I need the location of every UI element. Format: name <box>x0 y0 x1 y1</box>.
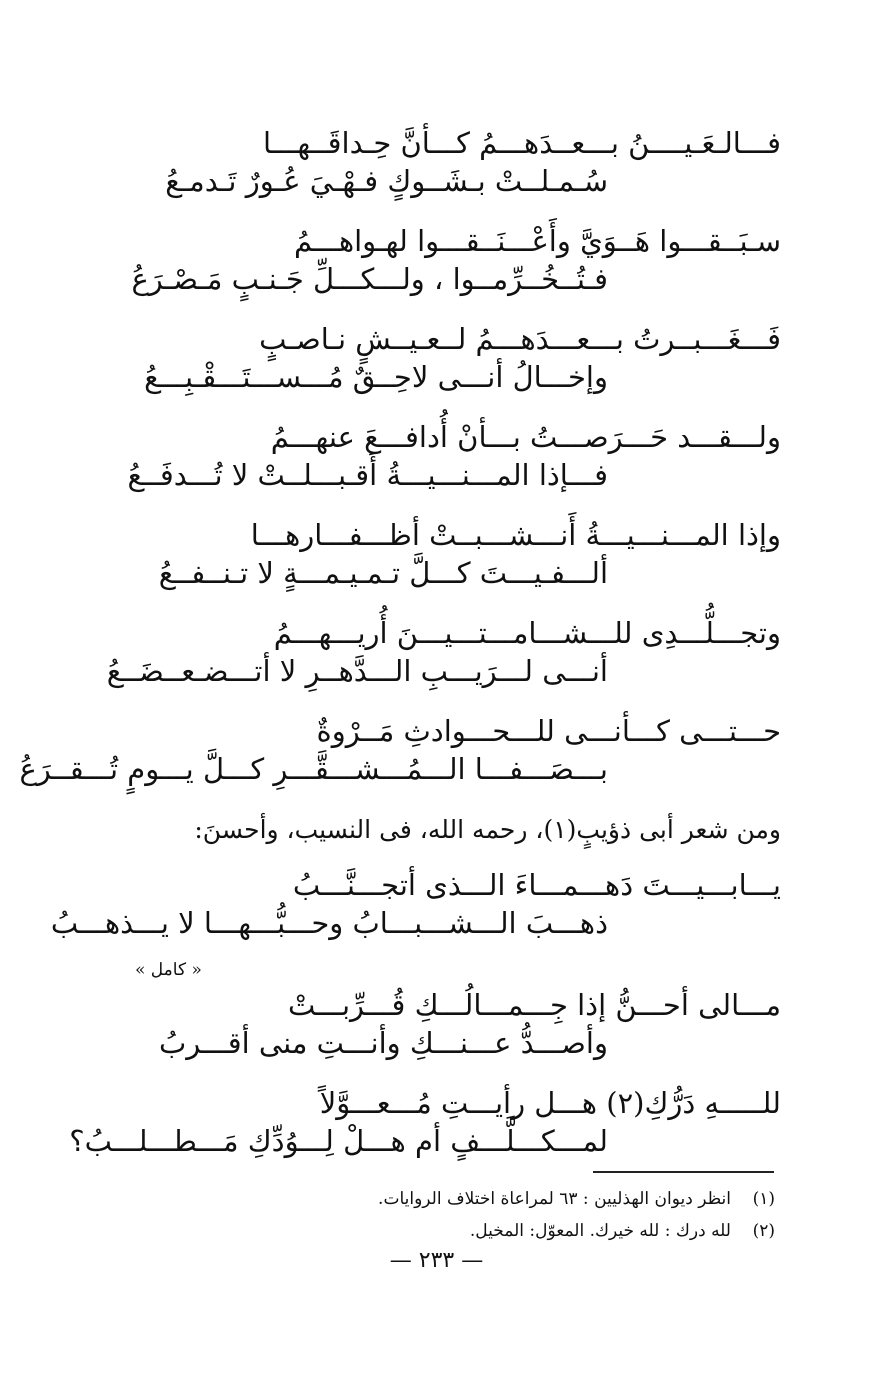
verse-first-hemistich: ولـــقـــد حَـــرَصـــتُ بـــأنْ أُدافـــعَ عنهـــمُ <box>270 420 781 454</box>
meter-label: « كامل » <box>135 960 202 980</box>
verse-first-hemistich: حـــتـــى كـــأنـــى للـــحـــوادثِ مَــرْوةٌ <box>316 714 781 748</box>
verse-second-hemistich: ذهـــبَ الـــشـــبـــابُ وحـــبُّـــهـــا لا يـــذهـــبُ <box>50 906 608 940</box>
verse-second-hemistich: وأصـــدُّ عـــنـــكِ وأنـــتِ منى أقـــربُ <box>158 1026 608 1060</box>
footnote-separator <box>593 1171 774 1173</box>
verse-second-hemistich: بـــصَـــفـــا الـــمُـــشـــقَّـــرِ كـــلَّ يـــومٍ تُـــقــرَعُ <box>19 752 608 786</box>
footnote-number: (١) <box>752 1189 775 1209</box>
footnote <box>470 1219 775 1243</box>
footnote <box>378 1187 775 1211</box>
verse-second-hemistich: ألـــفـيـــتَ كـــلَّ تـمـيـمـــةٍ لا تـنــفــعُ <box>158 556 608 590</box>
footnote-text: لله درك : لله خيرك. المعوّل: المخيل. <box>469 1221 731 1241</box>
verse-second-hemistich: فـــإذا المـــنـــيـــةُ أَقـبـــلــتْ لا تُـــدفَــعُ <box>127 458 608 492</box>
verse-first-hemistich: فـــالـعَـيــــنُ بـــعــدَهـــمُ كـــأنَّ حِـداقَــهـــا <box>263 126 781 160</box>
footnote-text: انظر ديوان الهذليين : ٦٣ لمراعاة اختلاف الروايات. <box>378 1189 731 1209</box>
verse-first-hemistich: يـــابـــيـــتَ دَهـــمـــاءَ الـــذى أتجـــنَّـــبُ <box>292 868 781 902</box>
verse-second-hemistich: سُـمـلــتْ بـشَــوكٍ فـهْـيَ عُـورٌ تَـدمـعُ <box>165 164 608 198</box>
verse-first-hemistich: سـبَــقـــوا هَــوَيَّ وأَعْـــنَــقـــوا لهـواهـــمُ <box>294 224 781 258</box>
verse-second-hemistich: فـتُــخُــرِّمــوا ، ولـــكـــلِّ جَـنـبٍ مَـصْـرَعُ <box>131 262 608 296</box>
verse-second-hemistich: أنـــى لـــرَيـــبِ الـــدَّهــرِ لا أتـــضـعــضَــعُ <box>106 654 608 688</box>
footnote-number: (٢) <box>752 1221 775 1241</box>
verse-second-hemistich: وإخـــالُ أنـــى لاحِــقٌ مُـــســـتَـــقْـبِـــعُ <box>144 360 608 394</box>
verse-first-hemistich: للـــــهِ دَرُّكِ(٢) هـــل رأيـــتِ مُـــعـــوَّلاً <box>319 1086 781 1120</box>
page-number: — ٢٣٣ — <box>389 1248 484 1273</box>
verse-first-hemistich: مـــالى أحـــنُّ إذا جِـــمـــالُـــكِ قُـــرِّبـــتْ <box>288 988 781 1022</box>
intro-text: ومن شعر أبى ذؤيبٍ(١)، رحمه الله، فى النسيب، وأحسنَ: <box>194 815 781 844</box>
verse-first-hemistich: وتجـــلُّـــدِى للـــشـــامـــتـــيـــنَ أُريـــهـــمُ <box>273 616 781 650</box>
verse-first-hemistich: فَـــغَـــبــرتُ بـــعـــدَهـــمُ لــعـيــشٍ نـاصـبٍ <box>259 322 781 356</box>
verse-second-hemistich: لمـــكـــلَّـــفٍ أم هـــلْ لِـــوُدِّكِ مَـــطـــلـــبُ؟ <box>69 1124 608 1158</box>
verse-first-hemistich: وإذا المـــنـــيـــةُ أَنـــشـــبــتْ أظـــفـــارهـــا <box>250 518 781 552</box>
